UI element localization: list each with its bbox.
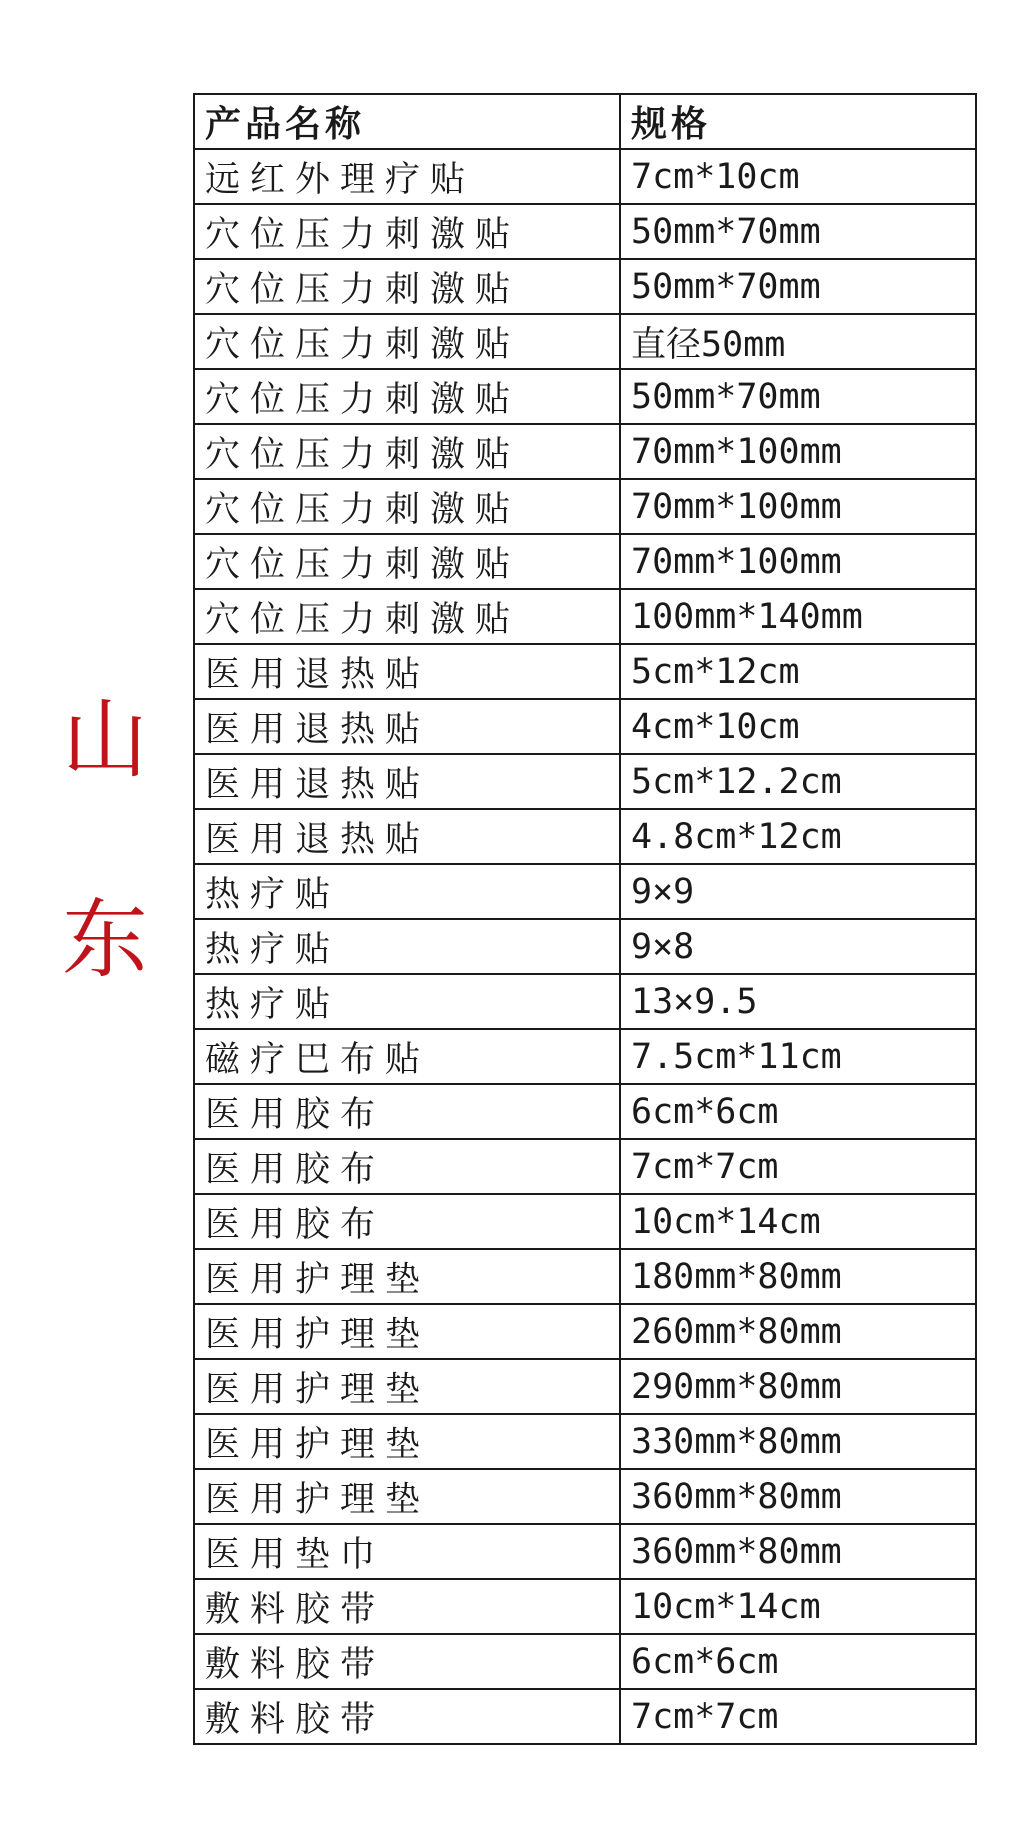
spec-cell: 9×8 [620,919,976,974]
table-row [194,1579,976,1634]
product-name-cell: 医用退热贴 [194,644,620,699]
product-name-cell: 热疗贴 [194,864,620,919]
spec-cell: 70mm*100mm [620,479,976,534]
spec-cell: 9×9 [620,864,976,919]
table-row [194,1469,976,1524]
table-row [194,589,976,644]
spec-cell: 5cm*12.2cm [620,754,976,809]
product-name-cell: 穴位压力刺激贴 [194,479,620,534]
table-row [194,259,976,314]
table-row [194,699,976,754]
product-name-cell: 穴位压力刺激贴 [194,534,620,589]
spec-cell: 50mm*70mm [620,259,976,314]
spec-cell: 6cm*6cm [620,1634,976,1689]
table-row [194,369,976,424]
table-row [194,1139,976,1194]
region-label [60,640,150,1040]
spec-cell: 7cm*7cm [620,1689,976,1744]
product-name-cell: 磁疗巴布贴 [194,1029,620,1084]
spec-cell: 7cm*7cm [620,1139,976,1194]
table-row [194,149,976,204]
product-name-cell: 穴位压力刺激贴 [194,259,620,314]
table-body [194,149,976,1744]
spec-cell: 6cm*6cm [620,1084,976,1139]
product-name-cell: 医用护理垫 [194,1304,620,1359]
product-name-cell: 穴位压力刺激贴 [194,424,620,479]
spec-cell: 10cm*14cm [620,1579,976,1634]
table-row [194,1359,976,1414]
spec-cell: 180mm*80mm [620,1249,976,1304]
product-name-cell: 医用胶布 [194,1084,620,1139]
spec-cell: 360mm*80mm [620,1524,976,1579]
spec-cell: 70mm*100mm [620,534,976,589]
product-name-cell: 穴位压力刺激贴 [194,369,620,424]
spec-cell: 7.5cm*11cm [620,1029,976,1084]
product-name-cell: 敷料胶带 [194,1634,620,1689]
spec-cell: 330mm*80mm [620,1414,976,1469]
product-name-cell: 远红外理疗贴 [194,149,620,204]
table-header-row [194,94,976,149]
product-name-cell: 敷料胶带 [194,1689,620,1744]
header-product-name: 产品名称 [194,94,620,149]
spec-cell: 10cm*14cm [620,1194,976,1249]
product-spec-table [193,93,977,1745]
table-row [194,1304,976,1359]
table-row [194,314,976,369]
spec-cell: 13×9.5 [620,974,976,1029]
product-name-cell: 医用护理垫 [194,1359,620,1414]
product-name-cell: 热疗贴 [194,919,620,974]
spec-cell: 50mm*70mm [620,369,976,424]
table-row [194,1194,976,1249]
table-row [194,424,976,479]
product-name-cell: 穴位压力刺激贴 [194,589,620,644]
product-name-cell: 穴位压力刺激贴 [194,314,620,369]
table-row [194,974,976,1029]
region-label-char-2: 东 [62,890,148,990]
table-row [194,864,976,919]
spec-cell: 70mm*100mm [620,424,976,479]
spec-cell: 260mm*80mm [620,1304,976,1359]
spec-cell: 360mm*80mm [620,1469,976,1524]
product-name-cell: 敷料胶带 [194,1579,620,1634]
table-row [194,1084,976,1139]
table-row [194,204,976,259]
table-row [194,1689,976,1744]
product-name-cell: 医用退热贴 [194,809,620,864]
product-name-cell: 医用胶布 [194,1139,620,1194]
spec-cell: 7cm*10cm [620,149,976,204]
spec-cell: 直径50mm [620,314,976,369]
table-row [194,1414,976,1469]
spec-cell: 100mm*140mm [620,589,976,644]
spec-cell: 4cm*10cm [620,699,976,754]
table-row [194,919,976,974]
table-row [194,1524,976,1579]
spec-cell: 50mm*70mm [620,204,976,259]
product-name-cell: 医用护理垫 [194,1469,620,1524]
spec-cell: 5cm*12cm [620,644,976,699]
product-name-cell: 医用护理垫 [194,1414,620,1469]
product-name-cell: 医用胶布 [194,1194,620,1249]
product-name-cell: 医用退热贴 [194,699,620,754]
spec-cell: 4.8cm*12cm [620,809,976,864]
table-row [194,479,976,534]
table-row [194,534,976,589]
region-label-char-1: 山 [62,690,148,790]
product-name-cell: 医用护理垫 [194,1249,620,1304]
table-row [194,809,976,864]
product-name-cell: 医用垫巾 [194,1524,620,1579]
header-spec: 规格 [620,94,976,149]
spec-cell: 290mm*80mm [620,1359,976,1414]
product-name-cell: 穴位压力刺激贴 [194,204,620,259]
table-row [194,1634,976,1689]
table-row [194,1249,976,1304]
product-name-cell: 医用退热贴 [194,754,620,809]
product-name-cell: 热疗贴 [194,974,620,1029]
table-row [194,1029,976,1084]
table-row [194,754,976,809]
table-row [194,644,976,699]
